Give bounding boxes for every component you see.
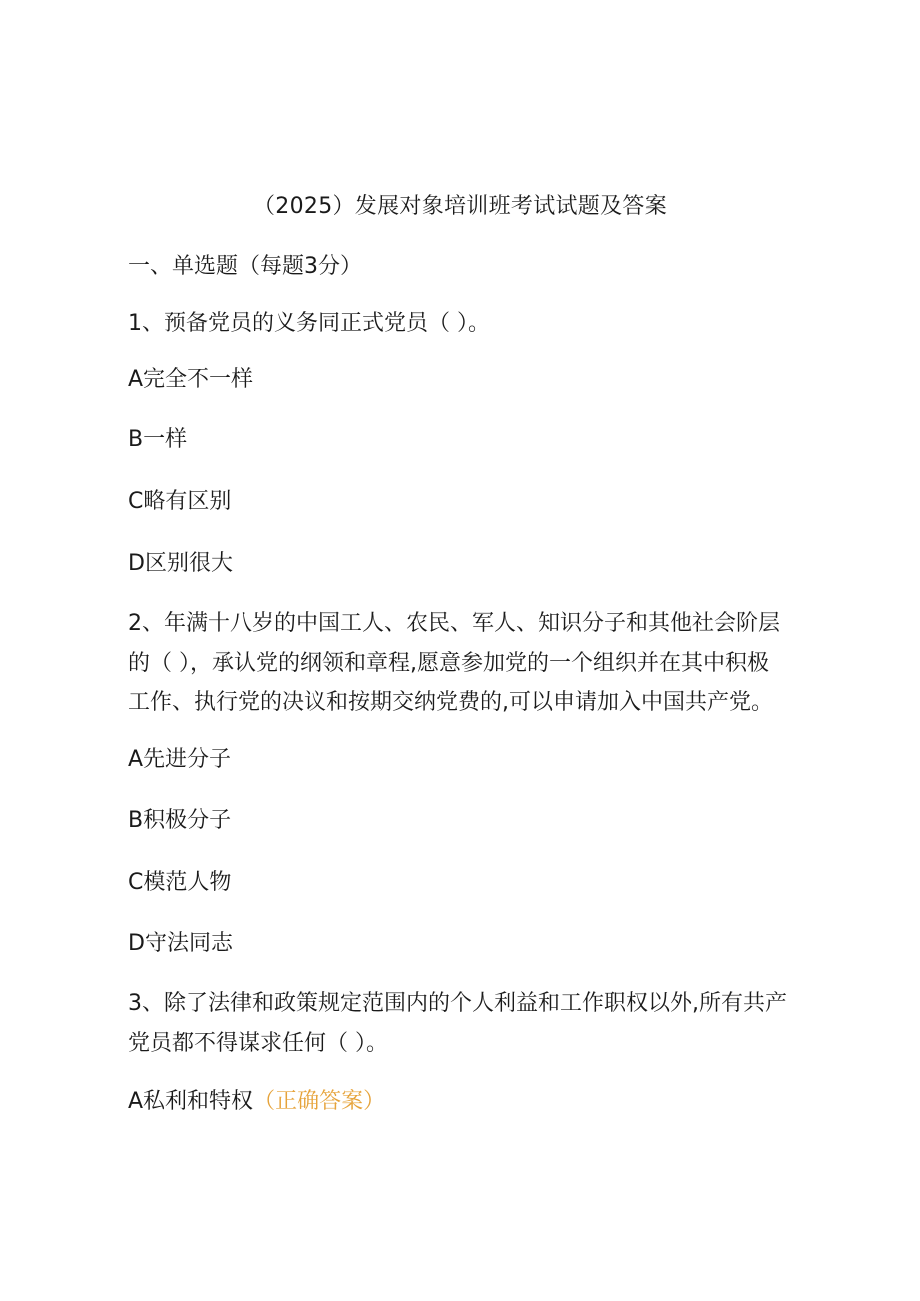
question-1-option-d: D区别很大: [128, 551, 233, 576]
question-3-option-a-row: [128, 1083, 788, 1121]
question-2-text-line-3: 工作、执行党的决议和按期交纳党费的,可以申请加入中国共产党。: [128, 690, 773, 715]
question-3-text-line-1: 3、除了法律和政策规定范围内的个人利益和工作职权以外,所有共产: [128, 991, 787, 1016]
question-3-option-a: A私利和特权: [128, 1089, 254, 1114]
question-1-text: 1、预备党员的义务同正式党员（ ）。: [128, 311, 490, 336]
question-2-option-a: A先进分子: [128, 747, 232, 772]
question-3-text-line-2: 党员都不得谋求任何（ ）。: [128, 1031, 388, 1056]
question-2-text-line-1: 2、年满十八岁的中国工人、农民、军人、知识分子和其他社会阶层: [128, 611, 780, 636]
correct-answer-mark: （正确答案）: [253, 1089, 386, 1114]
question-2-option-d: D守法同志: [128, 931, 233, 956]
question-2-option-b: B积极分子: [128, 808, 232, 833]
question-2-option-c: C模范人物: [128, 870, 232, 895]
question-2-text-line-2: 的（ ），承认党的纲领和章程,愿意参加党的一个组织并在其中积极: [128, 651, 769, 676]
question-1-option-c: C略有区别: [128, 489, 232, 514]
question-1-option-a: A完全不一样: [128, 367, 254, 392]
document-title: （2025）发展对象培训班考试试题及答案: [253, 194, 667, 219]
section-heading: 一、单选题（每题3分）: [128, 254, 362, 279]
question-1-option-b: B一样: [128, 427, 188, 452]
